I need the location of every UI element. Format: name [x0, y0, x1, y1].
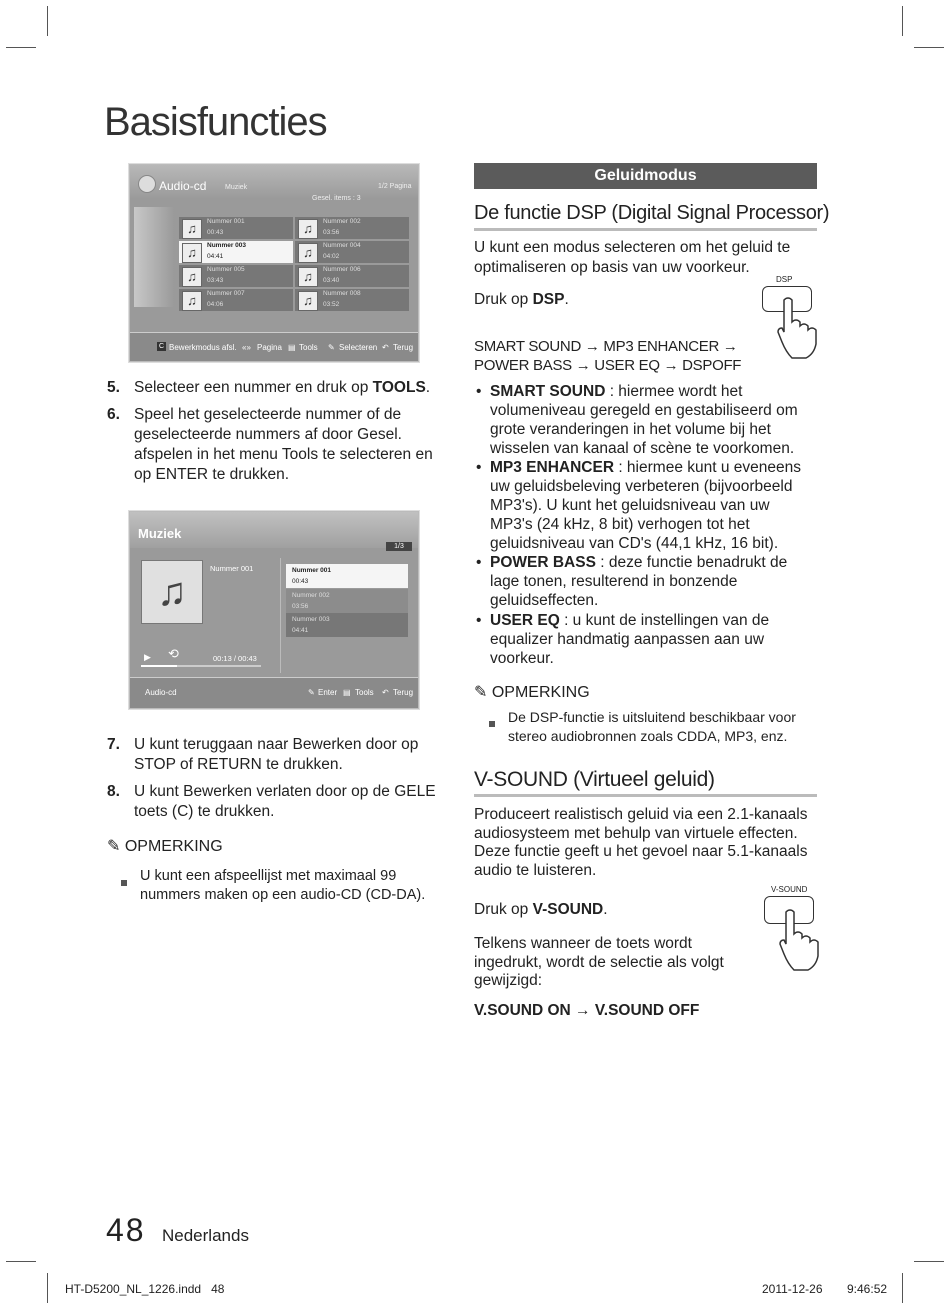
tools-label[interactable]: Tools [299, 343, 318, 352]
vsound-button-label: V-SOUND [771, 885, 808, 894]
step-5: 5. Selecteer een nummer en druk op TOOLS. [107, 379, 431, 396]
bullet-user-eq: USER EQ : u kunt de instellingen van de equalizer handmatig aanpassen aan uw voorkeur. [490, 612, 770, 667]
heading-rule [474, 794, 817, 797]
edit-mode-label[interactable]: Bewerkmodus afsl. [169, 343, 237, 352]
section-header: Geluidmodus [474, 163, 817, 189]
dsp-intro: U kunt een modus selecteren om het geluid te optimaliseren op basis van uw voorkeur. [474, 239, 791, 276]
page-label[interactable]: Pagina [257, 343, 282, 352]
music-note-icon: ♫ [182, 267, 202, 287]
crop-mark [914, 47, 944, 48]
screen-title: Muziek [138, 526, 182, 541]
bullet-dot: • [476, 554, 482, 571]
audio-cd-screen [129, 164, 419, 362]
dsp-sequence: SMART SOUND → MP3 ENHANCER → POWER BASS → USER EQ → DSPOFF [474, 338, 742, 374]
footer-date: 2011-12-26 [762, 1282, 823, 1296]
track-item-selected[interactable]: ♫ Nummer 003 04:41 [179, 241, 293, 263]
note-text: U kunt een afspeellijst met maximaal 99 nummers maken op een audio-CD (CD-DA). [140, 868, 426, 903]
dsp-heading: De functie DSP (Digital Signal Processor) [474, 202, 830, 224]
music-note-icon: ♫ [298, 243, 318, 263]
bullet-dot: • [476, 383, 482, 400]
vsound-heading: V-SOUND (Virtueel geluid) [474, 768, 715, 791]
heading-rule [474, 228, 817, 231]
select-label[interactable]: Selecteren [339, 343, 378, 352]
music-player-screen [129, 511, 419, 709]
disc-icon [138, 175, 156, 193]
pencil-icon: ✎ [107, 838, 121, 855]
track-item[interactable]: ♫ Nummer 004 04:02 [295, 241, 409, 263]
dsp-button-label: DSP [776, 275, 793, 284]
bullet-power-bass: POWER BASS : deze functie benadrukt de lage tonen, resulterend in bonzende geluidseffecten. [490, 554, 788, 609]
music-note-icon: ♫ [182, 219, 202, 239]
note-text: De DSP-functie is uitsluitend beschikbaar voor stereo audiobronnen zoals CDDA, MP3, enz. [508, 709, 796, 744]
progress-track[interactable] [141, 665, 261, 667]
finger-press-icon [778, 908, 826, 972]
now-playing: Nummer 001 [210, 564, 254, 573]
track-item[interactable]: ♫ Nummer 002 03:56 [295, 217, 409, 239]
page-title: Basisfuncties [104, 100, 327, 144]
track-item[interactable]: Nummer 002 03:56 [286, 589, 408, 613]
screen-title: Audio-cd [159, 179, 207, 193]
source-label: Audio-cd [145, 688, 177, 697]
tools-label[interactable]: Tools [355, 688, 374, 697]
vsound-intro: Produceert realistisch geluid via een 2.1-kanaals audiosysteem met behulp van virtuele effecten. Deze functie geeft u het gevoel naar 5.1-kanaals audio te luisteren. [474, 806, 808, 879]
footer-file: HT-D5200_NL_1226.indd 48 [65, 1282, 225, 1296]
note-bullet-icon [121, 873, 127, 891]
yellow-c-icon: C [158, 343, 165, 350]
note-heading: ✎ OPMERKING [107, 838, 223, 855]
bullet-dot: • [476, 459, 482, 476]
crop-mark [47, 6, 48, 36]
cd-case-graphic [134, 207, 174, 307]
track-item[interactable]: ♫ Nummer 008 03:52 [295, 289, 409, 311]
page-number: 48 [106, 1212, 146, 1248]
music-note-icon: ♫ [182, 243, 202, 263]
screen-subtitle: Muziek [225, 184, 248, 191]
playback-time: 00:13 / 00:43 [213, 654, 257, 663]
note-heading: ✎ OPMERKING [474, 684, 590, 701]
bullet-smart-sound: SMART SOUND : hiermee wordt het volumeniveau geregeld en gestabiliseerd om grote veranderingen in het volume bij het wisselen van kanaal of scène te voorkomen. [490, 383, 798, 457]
screen-button-bar [130, 677, 418, 708]
music-note-icon: ♫ [298, 267, 318, 287]
music-note-icon: ♫ [141, 560, 203, 624]
vsound-sequence: V.SOUND ON → V.SOUND OFF [474, 1002, 700, 1019]
crop-mark [914, 1261, 944, 1262]
back-icon: ↶ [382, 688, 389, 697]
music-note-icon: ♫ [182, 291, 202, 311]
track-item-selected[interactable]: Nummer 001 00:43 [286, 564, 408, 588]
tools-icon: ▤ [288, 343, 296, 352]
tools-icon: ▤ [343, 688, 351, 697]
skip-icon: «» [242, 343, 251, 352]
selected-info: Gesel. items : 3 [312, 195, 361, 202]
vsound-each-press: Telkens wanneer de toets wordt ingedrukt, wordt de selectie als volgt gewijzigd: [474, 935, 724, 989]
progress-fill [141, 665, 177, 667]
note-bullet-icon [489, 714, 495, 732]
music-note-icon: ♫ [298, 291, 318, 311]
music-note-icon: ♫ [298, 219, 318, 239]
track-item[interactable]: ♫ Nummer 001 00:43 [179, 217, 293, 239]
step-8: 8. U kunt Bewerken verlaten door op de GELE toets (C) te drukken. [107, 783, 436, 820]
enter-label[interactable]: Enter [318, 688, 338, 697]
footer-language: Nederlands [162, 1226, 249, 1245]
finger-press-icon [776, 296, 824, 360]
vsound-press: Druk op V-SOUND. [474, 901, 608, 918]
crop-mark [902, 1273, 903, 1303]
step-7: 7. U kunt teruggaan naar Bewerken door op STOP of RETURN te drukken. [107, 736, 419, 773]
crop-mark [6, 1261, 36, 1262]
repeat-icon[interactable]: ⟲ [168, 646, 179, 661]
crop-mark [902, 6, 903, 36]
page-info: 1/2 Pagina [378, 183, 412, 190]
crop-mark [6, 47, 36, 48]
track-item[interactable]: ♫ Nummer 007 04:06 [179, 289, 293, 311]
back-icon: ↶ [382, 343, 389, 352]
select-icon: ✎ [328, 343, 335, 352]
bullet-dot: • [476, 612, 482, 629]
footer-time: 9:46:52 [847, 1282, 888, 1296]
screen-button-bar [130, 332, 418, 361]
enter-icon: ✎ [308, 688, 315, 697]
step-6: 6. Speel het geselecteerde nummer of de geselecteerde nummers af door Gesel. afspelen in het menu Tools te selecteren en op ENTER te drukken. [107, 406, 433, 483]
back-label[interactable]: Terug [393, 343, 414, 352]
bullet-mp3-enhancer: MP3 ENHANCER : hiermee kunt u eveneens uw geluidsbeleving verbeteren (bijvoorbeeld MP3's). U kunt het geluidsniveau van uw MP3's (24 kHz, 8 bit) verhogen tot het geluidsniveau van CD's (44,1 kHz, 16 bit). [490, 459, 801, 552]
crop-mark [47, 1273, 48, 1303]
pencil-icon: ✎ [474, 684, 488, 701]
back-label[interactable]: Terug [393, 688, 414, 697]
track-item[interactable]: Nummer 003 04:41 [286, 613, 408, 637]
dsp-press: Druk op DSP. [474, 291, 569, 308]
track-item[interactable]: ♫ Nummer 006 03:40 [295, 265, 409, 287]
track-item[interactable]: ♫ Nummer 005 03:43 [179, 265, 293, 287]
play-icon[interactable]: ▶ [144, 652, 151, 662]
track-counter: 1/3 [386, 542, 412, 551]
